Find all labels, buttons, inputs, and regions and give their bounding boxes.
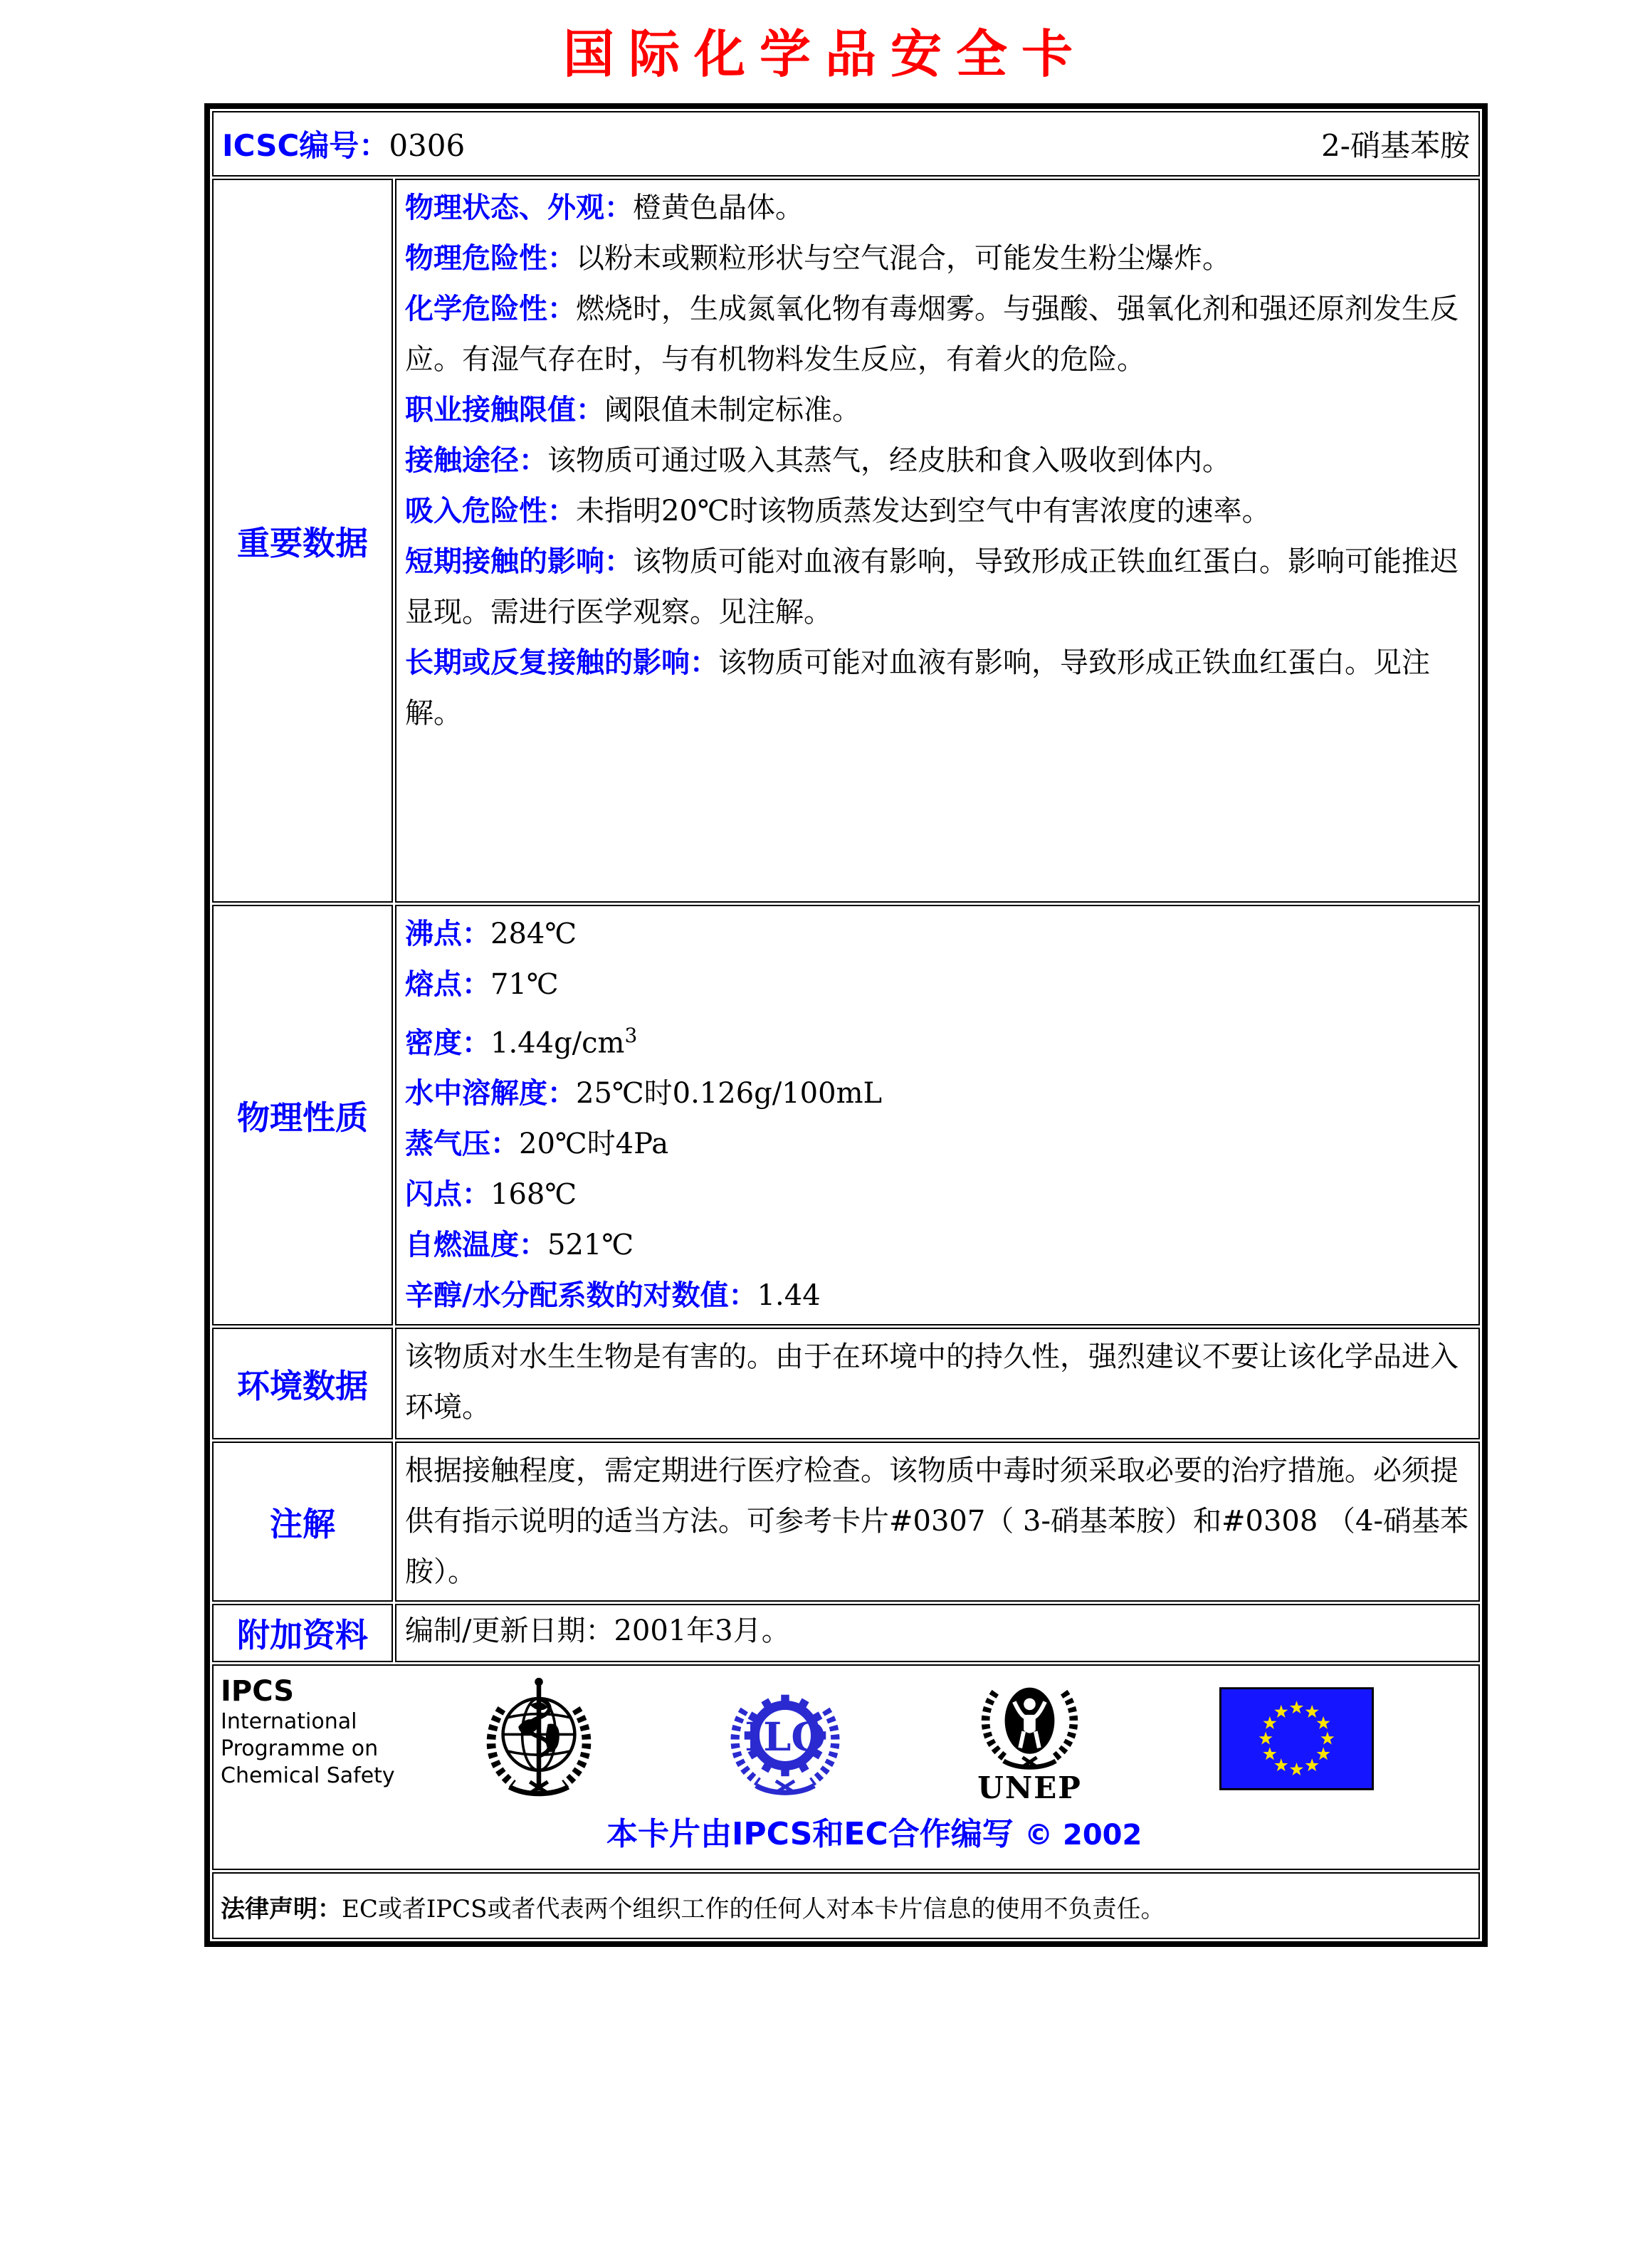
- additional-info-row: [212, 1604, 1480, 1662]
- icsc-number-label: ICSC编号：: [222, 128, 389, 163]
- property-value: 25℃时0.126g/100mL: [576, 1077, 883, 1111]
- property-value: 1.44g/cm: [490, 1027, 625, 1060]
- ipcs-title: IPCS: [221, 1675, 295, 1708]
- property-line: [405, 1119, 1471, 1170]
- property-label: 闪点：: [405, 1178, 490, 1212]
- legal-notice-label: 法律声明：: [221, 1895, 342, 1924]
- property-line: [405, 1170, 1471, 1220]
- section-label-important-data: 重要数据: [212, 179, 393, 903]
- property-label: 密度：: [405, 1027, 490, 1060]
- cooperation-caption-text: 本卡片由IPCS和EC合作编写: [606, 1816, 1014, 1853]
- logos-cell: [212, 1664, 1480, 1870]
- unep-label: UNEP: [977, 1770, 1082, 1806]
- property-label: 化学危险性：: [405, 293, 576, 325]
- property-label: 沸点：: [405, 918, 490, 950]
- property-line: [405, 284, 1471, 385]
- ipcs-subtitle-line: International: [221, 1709, 357, 1735]
- property-label: 吸入危险性：: [405, 495, 576, 527]
- property-label: 长期或反复接触的影响：: [405, 646, 718, 679]
- eu-flag-icon: [1219, 1687, 1374, 1793]
- section-label-notes: 注解: [212, 1442, 393, 1602]
- chemical-name: 2-硝基苯胺: [1321, 128, 1470, 163]
- property-label: 水中溶解度：: [405, 1077, 576, 1111]
- unep-logo-icon: [970, 1676, 1089, 1804]
- notes-row: [212, 1442, 1480, 1602]
- important-data-content: [395, 179, 1480, 903]
- property-line: [405, 537, 1471, 638]
- property-label: 职业接触限值：: [405, 394, 604, 426]
- ilo-logo-icon: [721, 1681, 849, 1802]
- cooperation-caption: [606, 1817, 1142, 1853]
- property-label: 熔点：: [405, 968, 490, 1001]
- page-title: 国际化学品安全卡: [562, 23, 1087, 84]
- property-text: 橙黄色晶体。: [633, 191, 804, 224]
- property-value: 71℃: [490, 968, 559, 1001]
- property-line: [405, 909, 1471, 960]
- property-text: 以粉末或颗粒形状与空气混合，可能发生粉尘爆炸。: [576, 242, 1231, 275]
- header-cell: [212, 111, 1480, 177]
- property-line: [405, 436, 1471, 486]
- ipcs-subtitle-line: Programme on: [221, 1736, 379, 1762]
- property-text: 该物质可能对血液有影响，导致形成正铁血红蛋白。见注解。: [405, 646, 1430, 730]
- environmental-data-row: [212, 1328, 1480, 1439]
- property-line: [405, 960, 1471, 1010]
- property-label: 辛醇/水分配系数的对数值：: [405, 1279, 757, 1313]
- section-label-additional-info: 附加资料: [212, 1604, 393, 1662]
- ilo-letters: ILO: [745, 1714, 826, 1761]
- density-superscript: 3: [624, 1024, 638, 1047]
- property-line: [405, 1220, 1471, 1271]
- copyright-text: © 2002: [1024, 1819, 1142, 1852]
- property-line: [405, 1069, 1471, 1119]
- property-text: 阈限值未制定标准。: [604, 394, 861, 426]
- additional-info-content: [395, 1604, 1480, 1662]
- notes-content: [395, 1442, 1480, 1602]
- header-row: [212, 111, 1480, 177]
- property-value: 168℃: [490, 1178, 577, 1212]
- icsc-card: [204, 103, 1488, 1947]
- property-text: 燃烧时，生成氮氧化物有毒烟雾。与强酸、强氧化剂和强还原剂发生反应。有湿气存在时，与有机物料发生反应，有着火的危险。: [405, 293, 1459, 376]
- legal-notice-cell: [212, 1872, 1480, 1939]
- additional-info-text: 编制/更新日期：2001年3月。: [405, 1615, 790, 1648]
- property-line: [405, 638, 1471, 739]
- property-line: [405, 385, 1471, 436]
- property-label: 接触途径：: [405, 444, 547, 477]
- property-text: 该物质可能对血液有影响，导致形成正铁血红蛋白。影响可能推迟显现。需进行医学观察。见注解。: [405, 545, 1459, 629]
- property-text: 该物质可通过吸入其蒸气，经皮肤和食入吸收到体内。: [547, 444, 1231, 477]
- section-label-physical-properties: 物理性质: [212, 905, 393, 1325]
- physical-properties-row: [212, 905, 1480, 1325]
- environment-text: 该物质对水生生物是有害的。由于在环境中的持久性，强烈建议不要让该化学品进入环境。: [405, 1340, 1459, 1424]
- notes-text: 根据接触程度，需定期进行医疗检查。该物质中毒时须采取必要的治疗措施。必须提供有指示说明的适当方法。可参考卡片#0307（ 3-硝基苯胺）和#0308 （4-硝基苯胺）。: [405, 1454, 1468, 1589]
- property-value: 284℃: [490, 918, 577, 950]
- legal-notice-text: EC或者IPCS或者代表两个组织工作的任何人对本卡片信息的使用不负责任。: [342, 1895, 1165, 1924]
- environmental-data-content: [395, 1328, 1480, 1439]
- logos-row: [212, 1664, 1480, 1870]
- legal-notice-row: [212, 1872, 1480, 1939]
- property-value: 521℃: [547, 1229, 634, 1262]
- property-value: 1.44: [757, 1279, 821, 1313]
- icsc-number-value: 0306: [389, 128, 466, 163]
- property-label: 物理状态、外观：: [405, 191, 633, 224]
- property-line: [405, 486, 1471, 537]
- property-label: 蒸气压：: [405, 1128, 519, 1161]
- property-line: [405, 233, 1471, 284]
- property-label: 自燃温度：: [405, 1229, 547, 1262]
- property-line: [405, 183, 1471, 233]
- section-label-environmental-data: 环境数据: [212, 1328, 393, 1439]
- important-data-row: [212, 179, 1480, 903]
- property-line: [405, 1010, 1471, 1069]
- ipcs-block: [221, 1674, 395, 1790]
- who-logo-icon: [475, 1673, 603, 1804]
- physical-properties-content: [395, 905, 1480, 1325]
- property-label: 短期接触的影响：: [405, 545, 633, 578]
- property-line: [405, 1271, 1471, 1321]
- icsc-number-group: [222, 122, 465, 165]
- property-label: 物理危险性：: [405, 242, 576, 275]
- ipcs-subtitle-line: Chemical Safety: [221, 1763, 395, 1789]
- property-text: 未指明20℃时该物质蒸发达到空气中有害浓度的速率。: [576, 495, 1271, 527]
- property-value: 20℃时4Pa: [519, 1128, 669, 1161]
